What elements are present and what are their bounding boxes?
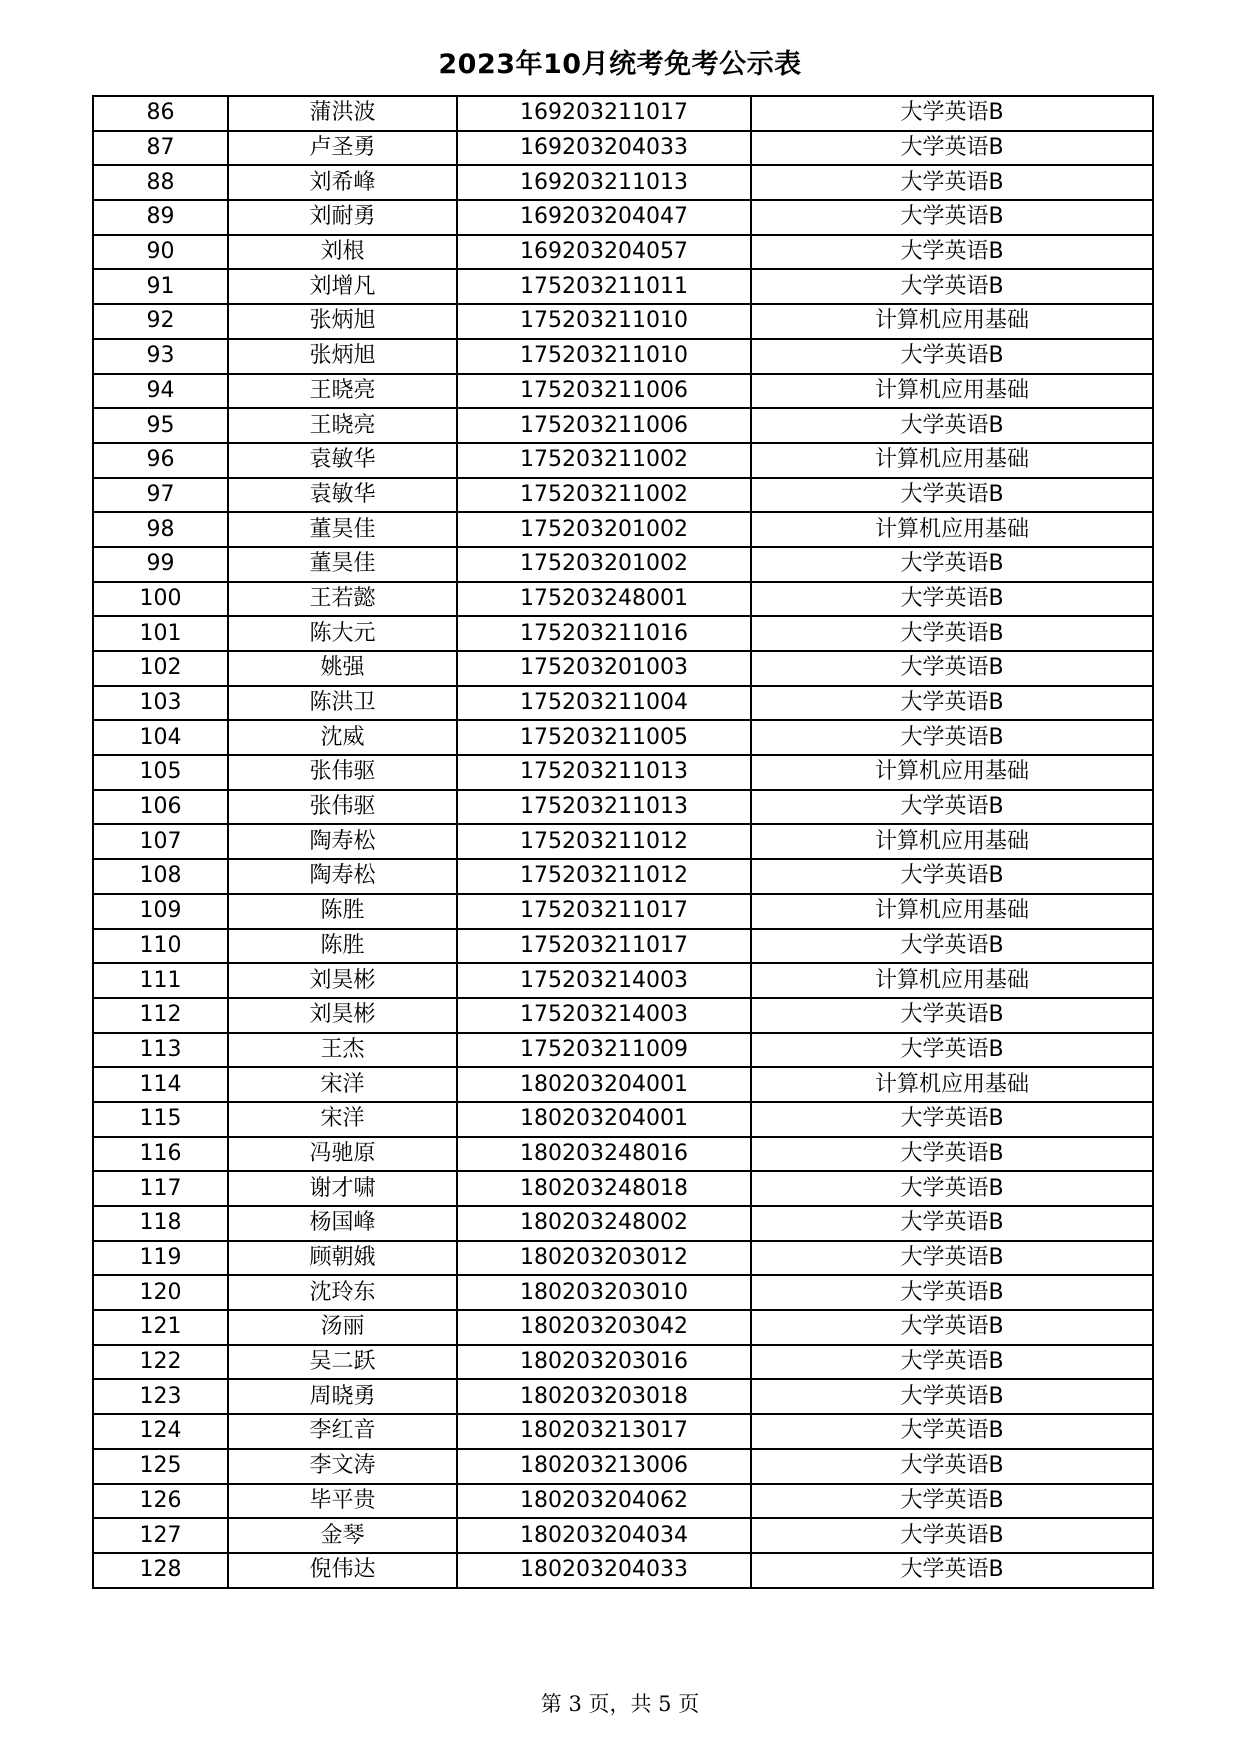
subject-cell: 计算机应用基础 (751, 755, 1153, 790)
table-row (93, 304, 1153, 339)
row-number-cell: 118 (93, 1206, 228, 1241)
subject-cell: 计算机应用基础 (751, 824, 1153, 859)
student-name-cell: 刘根 (228, 235, 457, 270)
subject-cell: 大学英语B (751, 1518, 1153, 1553)
row-number-cell: 101 (93, 616, 228, 651)
row-number-cell: 116 (93, 1137, 228, 1172)
table-row (93, 374, 1153, 409)
table-row (93, 1033, 1153, 1068)
table-row (93, 1553, 1153, 1588)
student-name-cell: 陈胜 (228, 929, 457, 964)
row-number-cell: 107 (93, 824, 228, 859)
table-row (93, 165, 1153, 200)
student-name-cell: 冯驰原 (228, 1137, 457, 1172)
subject-cell: 大学英语B (751, 547, 1153, 582)
student-name-cell: 张伟驱 (228, 755, 457, 790)
row-number-cell: 126 (93, 1484, 228, 1519)
subject-cell: 大学英语B (751, 929, 1153, 964)
student-id-cell: 175203248001 (457, 582, 751, 617)
row-number-cell: 109 (93, 894, 228, 929)
table-row (93, 478, 1153, 513)
student-id-cell: 175203201003 (457, 651, 751, 686)
student-id-cell: 180203213006 (457, 1449, 751, 1484)
table-row (93, 1275, 1153, 1310)
student-id-cell: 175203214003 (457, 963, 751, 998)
subject-cell: 大学英语B (751, 1484, 1153, 1519)
subject-cell: 大学英语B (751, 96, 1153, 131)
student-id-cell: 180203213017 (457, 1414, 751, 1449)
student-name-cell: 周晓勇 (228, 1379, 457, 1414)
row-number-cell: 90 (93, 235, 228, 270)
subject-cell: 大学英语B (751, 1553, 1153, 1588)
student-id-cell: 180203204033 (457, 1553, 751, 1588)
table-row (93, 1379, 1153, 1414)
student-id-cell: 175203211006 (457, 408, 751, 443)
student-id-cell: 180203204001 (457, 1102, 751, 1137)
row-number-cell: 89 (93, 200, 228, 235)
row-number-cell: 113 (93, 1033, 228, 1068)
table-row (93, 929, 1153, 964)
subject-cell: 大学英语B (751, 1241, 1153, 1276)
student-name-cell: 毕平贵 (228, 1484, 457, 1519)
subject-cell: 大学英语B (751, 235, 1153, 270)
student-id-cell: 180203203042 (457, 1310, 751, 1345)
student-name-cell: 袁敏华 (228, 443, 457, 478)
student-id-cell: 175203211011 (457, 269, 751, 304)
subject-cell: 计算机应用基础 (751, 374, 1153, 409)
subject-cell: 大学英语B (751, 998, 1153, 1033)
student-id-cell: 175203211009 (457, 1033, 751, 1068)
row-number-cell: 100 (93, 582, 228, 617)
student-id-cell: 180203204062 (457, 1484, 751, 1519)
table-row (93, 339, 1153, 374)
subject-cell: 大学英语B (751, 1171, 1153, 1206)
subject-cell: 计算机应用基础 (751, 1067, 1153, 1102)
student-name-cell: 陈洪卫 (228, 686, 457, 721)
subject-cell: 大学英语B (751, 1310, 1153, 1345)
student-id-cell: 169203204047 (457, 200, 751, 235)
subject-cell: 计算机应用基础 (751, 304, 1153, 339)
subject-cell: 大学英语B (751, 616, 1153, 651)
table-row (93, 582, 1153, 617)
student-id-cell: 175203201002 (457, 547, 751, 582)
student-name-cell: 金琴 (228, 1518, 457, 1553)
subject-cell: 大学英语B (751, 1206, 1153, 1241)
student-name-cell: 沈威 (228, 720, 457, 755)
subject-cell: 大学英语B (751, 1379, 1153, 1414)
table-row (93, 1067, 1153, 1102)
subject-cell: 大学英语B (751, 686, 1153, 721)
table-row (93, 1310, 1153, 1345)
student-id-cell: 175203211005 (457, 720, 751, 755)
table-row (93, 1484, 1153, 1519)
table-row (93, 269, 1153, 304)
student-name-cell: 杨国峰 (228, 1206, 457, 1241)
table-row (93, 651, 1153, 686)
student-name-cell: 倪伟达 (228, 1553, 457, 1588)
subject-cell: 大学英语B (751, 339, 1153, 374)
subject-cell: 大学英语B (751, 1449, 1153, 1484)
student-id-cell: 180203203016 (457, 1345, 751, 1380)
student-id-cell: 180203248016 (457, 1137, 751, 1172)
student-name-cell: 陶寿松 (228, 859, 457, 894)
subject-cell: 大学英语B (751, 1275, 1153, 1310)
student-name-cell: 刘增凡 (228, 269, 457, 304)
student-id-cell: 175203211004 (457, 686, 751, 721)
student-id-cell: 175203211013 (457, 790, 751, 825)
row-number-cell: 110 (93, 929, 228, 964)
student-id-cell: 175203211016 (457, 616, 751, 651)
subject-cell: 大学英语B (751, 165, 1153, 200)
table-row (93, 1241, 1153, 1276)
student-id-cell: 169203204033 (457, 131, 751, 166)
student-name-cell: 吴二跃 (228, 1345, 457, 1380)
student-id-cell: 175203211012 (457, 824, 751, 859)
row-number-cell: 111 (93, 963, 228, 998)
student-name-cell: 王杰 (228, 1033, 457, 1068)
subject-cell: 计算机应用基础 (751, 512, 1153, 547)
student-name-cell: 张炳旭 (228, 304, 457, 339)
row-number-cell: 96 (93, 443, 228, 478)
student-name-cell: 王晓亮 (228, 374, 457, 409)
row-number-cell: 105 (93, 755, 228, 790)
subject-cell: 计算机应用基础 (751, 963, 1153, 998)
student-id-cell: 180203203018 (457, 1379, 751, 1414)
student-name-cell: 王晓亮 (228, 408, 457, 443)
student-name-cell: 沈玲东 (228, 1275, 457, 1310)
table-row (93, 408, 1153, 443)
table-row (93, 96, 1153, 131)
row-number-cell: 124 (93, 1414, 228, 1449)
student-name-cell: 李文涛 (228, 1449, 457, 1484)
table-row (93, 443, 1153, 478)
student-name-cell: 刘耐勇 (228, 200, 457, 235)
student-name-cell: 陶寿松 (228, 824, 457, 859)
row-number-cell: 99 (93, 547, 228, 582)
subject-cell: 大学英语B (751, 1102, 1153, 1137)
subject-cell: 大学英语B (751, 131, 1153, 166)
page-footer: 第 3 页，共 5 页 (540, 1692, 700, 1716)
row-number-cell: 117 (93, 1171, 228, 1206)
table-row (93, 894, 1153, 929)
table-row (93, 1171, 1153, 1206)
table-row (93, 1449, 1153, 1484)
student-name-cell: 董昊佳 (228, 547, 457, 582)
exemption-table (92, 95, 1154, 1589)
row-number-cell: 87 (93, 131, 228, 166)
subject-cell: 大学英语B (751, 200, 1153, 235)
row-number-cell: 102 (93, 651, 228, 686)
student-id-cell: 180203203010 (457, 1275, 751, 1310)
student-id-cell: 180203248002 (457, 1206, 751, 1241)
table-row (93, 859, 1153, 894)
subject-cell: 计算机应用基础 (751, 443, 1153, 478)
subject-cell: 大学英语B (751, 1345, 1153, 1380)
subject-cell: 大学英语B (751, 790, 1153, 825)
row-number-cell: 119 (93, 1241, 228, 1276)
student-id-cell: 175203211002 (457, 443, 751, 478)
student-id-cell: 175203214003 (457, 998, 751, 1033)
table-row (93, 686, 1153, 721)
row-number-cell: 98 (93, 512, 228, 547)
student-id-cell: 169203204057 (457, 235, 751, 270)
row-number-cell: 88 (93, 165, 228, 200)
student-id-cell: 175203211010 (457, 339, 751, 374)
student-name-cell: 刘昊彬 (228, 963, 457, 998)
table-row (93, 1414, 1153, 1449)
row-number-cell: 95 (93, 408, 228, 443)
row-number-cell: 104 (93, 720, 228, 755)
table-row (93, 200, 1153, 235)
student-name-cell: 陈胜 (228, 894, 457, 929)
student-name-cell: 李红音 (228, 1414, 457, 1449)
student-name-cell: 刘希峰 (228, 165, 457, 200)
table-row (93, 755, 1153, 790)
student-name-cell: 宋洋 (228, 1102, 457, 1137)
student-name-cell: 董昊佳 (228, 512, 457, 547)
table-row (93, 790, 1153, 825)
student-name-cell: 谢才啸 (228, 1171, 457, 1206)
row-number-cell: 106 (93, 790, 228, 825)
table-row (93, 963, 1153, 998)
row-number-cell: 91 (93, 269, 228, 304)
student-name-cell: 蒲洪波 (228, 96, 457, 131)
subject-cell: 大学英语B (751, 1414, 1153, 1449)
table-row (93, 720, 1153, 755)
row-number-cell: 86 (93, 96, 228, 131)
student-name-cell: 张炳旭 (228, 339, 457, 374)
table-row (93, 131, 1153, 166)
table-row (93, 616, 1153, 651)
student-id-cell: 169203211017 (457, 96, 751, 131)
subject-cell: 大学英语B (751, 720, 1153, 755)
table-row (93, 547, 1153, 582)
student-name-cell: 姚强 (228, 651, 457, 686)
student-name-cell: 顾朝娥 (228, 1241, 457, 1276)
student-name-cell: 汤丽 (228, 1310, 457, 1345)
table-row (93, 998, 1153, 1033)
student-name-cell: 袁敏华 (228, 478, 457, 513)
subject-cell: 大学英语B (751, 408, 1153, 443)
student-id-cell: 175203211012 (457, 859, 751, 894)
subject-cell: 大学英语B (751, 582, 1153, 617)
student-id-cell: 175203211006 (457, 374, 751, 409)
row-number-cell: 115 (93, 1102, 228, 1137)
row-number-cell: 112 (93, 998, 228, 1033)
page-title: 2023年10月统考免考公示表 (438, 49, 802, 80)
student-id-cell: 180203248018 (457, 1171, 751, 1206)
subject-cell: 大学英语B (751, 1033, 1153, 1068)
subject-cell: 大学英语B (751, 478, 1153, 513)
table-row (93, 1137, 1153, 1172)
student-id-cell: 180203204034 (457, 1518, 751, 1553)
row-number-cell: 122 (93, 1345, 228, 1380)
student-id-cell: 169203211013 (457, 165, 751, 200)
row-number-cell: 103 (93, 686, 228, 721)
row-number-cell: 94 (93, 374, 228, 409)
row-number-cell: 120 (93, 1275, 228, 1310)
table-row (93, 1206, 1153, 1241)
row-number-cell: 123 (93, 1379, 228, 1414)
table-row (93, 512, 1153, 547)
student-name-cell: 刘昊彬 (228, 998, 457, 1033)
row-number-cell: 128 (93, 1553, 228, 1588)
subject-cell: 大学英语B (751, 859, 1153, 894)
student-id-cell: 175203211010 (457, 304, 751, 339)
subject-cell: 计算机应用基础 (751, 894, 1153, 929)
student-id-cell: 175203211017 (457, 894, 751, 929)
row-number-cell: 92 (93, 304, 228, 339)
table-row (93, 1102, 1153, 1137)
row-number-cell: 97 (93, 478, 228, 513)
student-id-cell: 175203211013 (457, 755, 751, 790)
row-number-cell: 93 (93, 339, 228, 374)
row-number-cell: 114 (93, 1067, 228, 1102)
subject-cell: 大学英语B (751, 1137, 1153, 1172)
row-number-cell: 127 (93, 1518, 228, 1553)
subject-cell: 大学英语B (751, 269, 1153, 304)
table-row (93, 1518, 1153, 1553)
student-name-cell: 卢圣勇 (228, 131, 457, 166)
table-body (93, 96, 1153, 1588)
row-number-cell: 121 (93, 1310, 228, 1345)
student-name-cell: 陈大元 (228, 616, 457, 651)
table-row (93, 235, 1153, 270)
table-row (93, 824, 1153, 859)
student-id-cell: 180203204001 (457, 1067, 751, 1102)
table-row (93, 1345, 1153, 1380)
row-number-cell: 125 (93, 1449, 228, 1484)
row-number-cell: 108 (93, 859, 228, 894)
student-id-cell: 175203211002 (457, 478, 751, 513)
subject-cell: 大学英语B (751, 651, 1153, 686)
student-name-cell: 张伟驱 (228, 790, 457, 825)
student-name-cell: 王若懿 (228, 582, 457, 617)
student-id-cell: 175203211017 (457, 929, 751, 964)
student-id-cell: 175203201002 (457, 512, 751, 547)
student-name-cell: 宋洋 (228, 1067, 457, 1102)
student-id-cell: 180203203012 (457, 1241, 751, 1276)
